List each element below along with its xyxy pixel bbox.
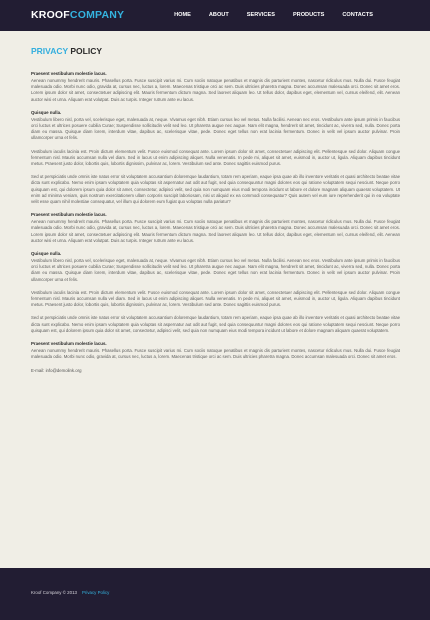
policy-section — [31, 251, 400, 283]
policy-section — [31, 174, 400, 205]
policy-section — [31, 110, 400, 142]
policy-section — [31, 315, 400, 334]
section-heading: Praesent vestibulum molestie lacus. — [31, 212, 107, 218]
page-title — [31, 46, 400, 56]
nav-contacts[interactable]: CONTACTS — [342, 12, 373, 18]
main-content — [31, 46, 400, 373]
policy-section — [31, 149, 400, 168]
nav-services[interactable]: SERVICES — [246, 12, 275, 18]
nav-about[interactable]: ABOUT — [208, 12, 229, 18]
logo-part1: KROOF — [31, 9, 70, 21]
section-heading: Quisque nulla. — [31, 251, 62, 257]
section-body: Sed ut perspiciatis unde omnis iste natus error sit voluptatem accusantium doloremque laudantium, totam rem aperiam, eaque ipsa quae ab illo inventore veritatis et quasi architecto beatae vitae dicta sunt explicabo. Nemo enim ipsam voluptatem quia voluptas sit aspernatur aut odit aut fugit, sed quia consequuntur magni dolores eos qui ratione voluptatem sequi nesciunt. Neque porro quisquam est, qui dolorem ipsum quia dolor sit amet, consectetur, adipisci velit, sed quia non numquam eius modi tempora incidunt ut labore et dolore magnam aliquam quaerat voluptatem. — [31, 315, 400, 333]
footer-text — [31, 590, 109, 595]
page-title-part2: POLICY — [70, 46, 103, 56]
policy-section — [31, 212, 400, 244]
contact-email: E-mail: info@demolink.org — [31, 367, 82, 373]
nav-products[interactable]: PRODUCTS — [292, 12, 325, 18]
footer-copyright: Kroof Company © 2013 — [31, 590, 77, 595]
logo[interactable] — [31, 9, 124, 21]
site-header — [0, 0, 430, 31]
section-body: Aenean nonummy hendrerit mauris. Phasellus porta. Fusce suscipit varius mi. Cum sociis natoque penatibus et magnis dis parturient montes, nascetur ridiculus mus. Nulla dui. Fusce feugiat malesuada odio. Morbi nunc odio, gravida at, cursus nec, luctus a, lorem. Maecenas tristique orci ac sem. Duis ultricies pharetra magna. Donec accumsan malesuada orci. Donec sit amet eros. — [31, 348, 400, 360]
policy-section — [31, 290, 400, 309]
section-heading: Praesent vestibulum molestie lacus. — [31, 341, 107, 347]
site-footer — [0, 568, 430, 620]
section-body: Vestibulum iaculis lacinia est. Proin dictum elementum velit. Fusce euismod consequat ante. Lorem ipsum dolor sit amet, consectetuer adipiscing elit. Pellentesque sed dolor. Aliquam congue fermentum nisl. Mauris accumsan nulla vel diam. Sed in lacus ut enim adipiscing aliquet. Nulla venenatis. In pede mi, aliquet sit amet, euismod in, auctor ut, ligula. Aliquam dapibus tincidunt metus. Praesent justo dolor, lobortis quis, lobortis dignissim, pulvinar ac, lorem. Vestibulum sed ante. Donec sagittis euismod purus. — [31, 289, 400, 308]
page-title-part1: PRIVACY — [31, 46, 69, 56]
section-body: Aenean nonummy hendrerit mauris. Phasellus porta. Fusce suscipit varius mi. Cum sociis natoque penatibus et magnis dis parturient montes, nascetur ridiculus mus. Nulla dui. Fusce feugiat malesuada odio. Morbi nunc odio, gravida at, cursus nec, luctus a, lorem. Maecenas tristique orci ac sem. Duis ultricies pharetra magna. Donec accumsan malesuada orci. Donec sit amet eros. Lorem ipsum dolor sit amet, consectetuer adipiscing elit. Mauris fermentum dictum magna. Sed laoreet aliquam leo. Ut tellus dolor, dapibus eget, elementum vel, cursus eleifend, elit. Aenean auctor wisi et urna. Aliquam erat volutpat. Duis ac turpis. Integer rutrum ante eu lacus. — [31, 219, 400, 243]
policy-section — [31, 341, 400, 360]
section-body: Sed ut perspiciatis unde omnis iste natus error sit voluptatem accusantium doloremque laudantium, totam rem aperiam, eaque ipsa quae ab illo inventore veritatis et quasi architecto beatae vitae dicta sunt explicabo. Nemo enim ipsam voluptatem quia voluptas sit aspernatur aut odit aut fugit, sed quia consequuntur magni dolores eos qui ratione voluptatem sequi nesciunt. Neque porro quisquam est, qui dolorem ipsum quia dolor sit amet, consectetur, adipisci velit, sed quia non numquam eius modi tempora incidunt ut labore et dolore magnam aliquam quaerat voluptatem. Ut enim ad minima veniam, quis nostrum exercitationem ullam corporis suscipit laboriosam, nisi ut aliquid ex ea commodi consequatur? Quis autem vel eum iure reprehenderit qui in ea voluptate velit esse quam nihil molestiae consequatur, vel illum qui dolorem eum fugiat quo voluptas nulla pariatur? — [31, 174, 400, 205]
nav-home[interactable]: HOME — [174, 12, 191, 18]
logo-part2: COMPANY — [69, 9, 125, 21]
section-heading: Quisque nulla. — [31, 109, 62, 115]
section-heading: Praesent vestibulum molestie lacus. — [31, 71, 107, 76]
footer-privacy-link[interactable]: Privacy Policy — [81, 590, 110, 595]
section-body: Vestibulum libero nisl, porta vel, scelerisque eget, malesuada at, neque. Vivamus eget nibh. Etiam cursus leo vel metus. Nulla facilisi. Aenean nec eros. Vestibulum ante ipsum primis in faucibus orci luctus et ultrices posuere cubilia Curae; Suspendisse sollicitudin velit sed leo. Ut pharetra augue nec augue. Nam elit magna, hendrerit sit amet, tincidunt ac, viverra sed, nulla. Donec porta diam eu massa. Quisque diam lorem, interdum vitae, dapibus ac, scelerisque vitae, pede. Donec eget tellus non erat lacinia fermentum. Donec in velit vel ipsum auctor pulvinar. Proin ullamcorper urna et felis. — [31, 116, 400, 141]
main-nav — [156, 12, 373, 18]
policy-section — [31, 71, 400, 103]
section-body: Aenean nonummy hendrerit mauris. Phasellus porta. Fusce suscipit varius mi. Cum sociis natoque penatibus et magnis dis parturient montes, nascetur ridiculus mus. Nulla dui. Fusce feugiat malesuada odio. Morbi nunc odio, gravida at, cursus nec, luctus a, lorem. Maecenas tristique orci ac sem. Duis ultricies pharetra magna. Donec accumsan malesuada orci. Donec sit amet eros. Lorem ipsum dolor sit amet, consectetuer adipiscing elit. Mauris fermentum dictum magna. Sed laoreet aliquam leo. Ut tellus dolor, dapibus eget, elementum vel, cursus eleifend, elit. Aenean auctor wisi et urna. Aliquam erat volutpat. Duis ac turpis. Integer rutrum ante eu lacus. — [31, 78, 400, 102]
section-body: Vestibulum libero nisl, porta vel, scelerisque eget, malesuada at, neque. Vivamus eget nibh. Etiam cursus leo vel metus. Nulla facilisi. Aenean nec eros. Vestibulum ante ipsum primis in faucibus orci luctus et ultrices posuere cubilia Curae; Suspendisse sollicitudin velit sed leo. Ut pharetra augue nec augue. Nam elit magna, hendrerit sit amet, tincidunt ac, viverra sed, nulla. Donec porta diam eu massa. Quisque diam lorem, interdum vitae, dapibus ac, scelerisque vitae, pede. Donec eget tellus non erat lacinia fermentum. Donec in velit vel ipsum auctor pulvinar. Proin ullamcorper urna et felis. — [31, 258, 400, 282]
section-body: Vestibulum iaculis lacinia est. Proin dictum elementum velit. Fusce euismod consequat ante. Lorem ipsum dolor sit amet, consectetuer adipiscing elit. Pellentesque sed dolor. Aliquam congue fermentum nisl. Mauris accumsan nulla vel diam. Sed in lacus ut enim adipiscing aliquet. Nulla venenatis. In pede mi, aliquet sit amet, euismod in, auctor ut, ligula. Aliquam dapibus tincidunt metus. Praesent justo dolor, lobortis quis, lobortis dignissim, pulvinar ac, lorem. Vestibulum sed ante. Donec sagittis euismod purus. — [31, 148, 400, 167]
